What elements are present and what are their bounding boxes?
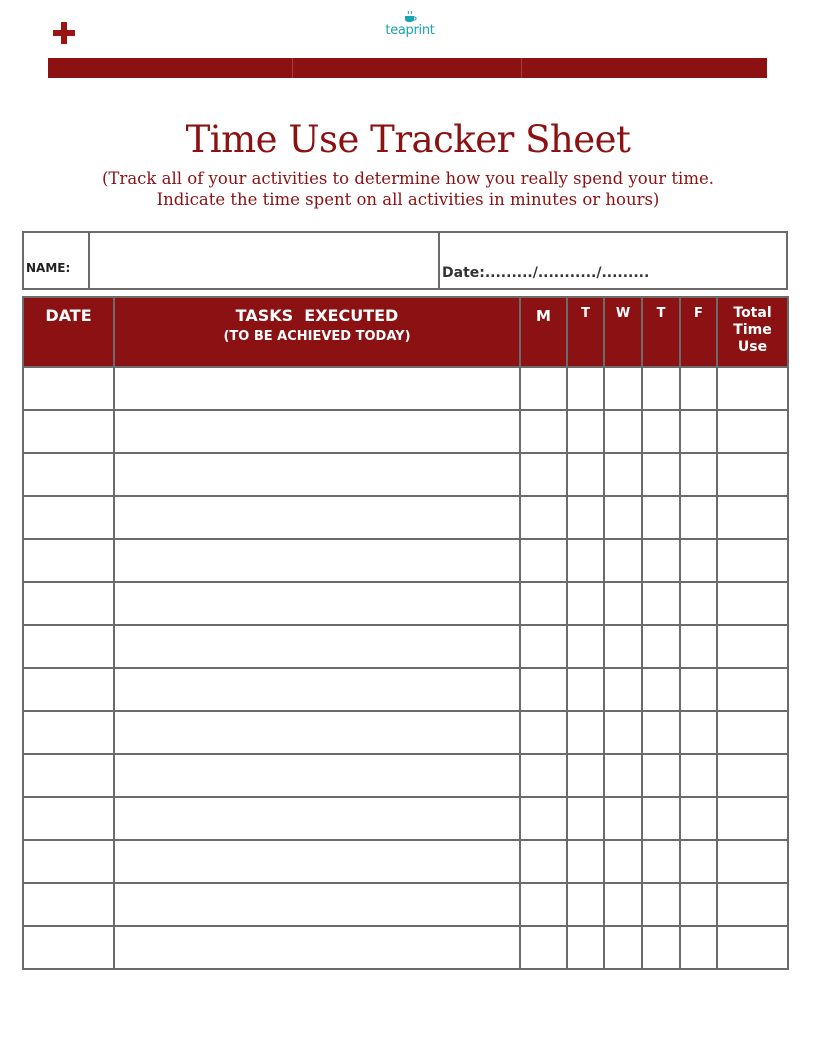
date-cell[interactable]: [23, 453, 114, 496]
task-cell[interactable]: [114, 883, 520, 926]
friday-cell[interactable]: [680, 582, 717, 625]
wednesday-cell[interactable]: [604, 539, 642, 582]
tuesday-cell[interactable]: [567, 625, 604, 668]
wednesday-cell[interactable]: [604, 410, 642, 453]
tuesday-cell[interactable]: [567, 367, 604, 410]
friday-cell[interactable]: [680, 754, 717, 797]
tuesday-cell[interactable]: [567, 797, 604, 840]
wednesday-cell[interactable]: [604, 926, 642, 969]
task-cell[interactable]: [114, 668, 520, 711]
table-row: [23, 582, 788, 625]
wednesday-cell[interactable]: [604, 367, 642, 410]
friday-cell[interactable]: [680, 410, 717, 453]
name-field[interactable]: [90, 233, 440, 288]
monday-cell[interactable]: [520, 926, 567, 969]
thursday-cell[interactable]: [642, 539, 680, 582]
friday-cell[interactable]: [680, 453, 717, 496]
tasks-header-subtitle: (TO BE ACHIEVED TODAY): [223, 329, 411, 344]
tuesday-cell[interactable]: [567, 754, 604, 797]
wednesday-cell[interactable]: [604, 582, 642, 625]
header-bar: [48, 58, 767, 78]
friday-cell[interactable]: [680, 840, 717, 883]
thursday-cell[interactable]: [642, 711, 680, 754]
date-cell[interactable]: [23, 367, 114, 410]
monday-cell[interactable]: [520, 797, 567, 840]
monday-cell[interactable]: [520, 754, 567, 797]
total-cell[interactable]: [717, 453, 788, 496]
table-row: [23, 367, 788, 410]
tuesday-cell[interactable]: [567, 539, 604, 582]
column-header-date: DATE: [23, 297, 114, 367]
tracker-body: [23, 367, 788, 969]
column-header-tasks: [114, 297, 520, 367]
thursday-cell[interactable]: [642, 625, 680, 668]
date-cell[interactable]: [23, 582, 114, 625]
total-cell[interactable]: [717, 840, 788, 883]
task-cell[interactable]: [114, 582, 520, 625]
table-row: [23, 754, 788, 797]
date-cell[interactable]: [23, 754, 114, 797]
column-header-monday: M: [520, 297, 567, 367]
friday-cell[interactable]: [680, 926, 717, 969]
date-cell[interactable]: [23, 883, 114, 926]
wednesday-cell[interactable]: [604, 754, 642, 797]
task-cell[interactable]: [114, 453, 520, 496]
date-cell[interactable]: [23, 840, 114, 883]
monday-cell[interactable]: [520, 883, 567, 926]
total-cell[interactable]: [717, 410, 788, 453]
total-cell[interactable]: [717, 582, 788, 625]
wednesday-cell[interactable]: [604, 453, 642, 496]
page-subtitle: [0, 168, 816, 210]
wednesday-cell[interactable]: [604, 711, 642, 754]
friday-cell[interactable]: [680, 668, 717, 711]
task-cell[interactable]: [114, 840, 520, 883]
total-cell[interactable]: [717, 711, 788, 754]
table-row: [23, 668, 788, 711]
total-cell[interactable]: [717, 926, 788, 969]
monday-cell[interactable]: [520, 711, 567, 754]
task-cell[interactable]: [114, 926, 520, 969]
monday-cell[interactable]: [520, 668, 567, 711]
subtitle-line-1: (Track all of your activities to determine how you really spend your time.: [101, 169, 714, 188]
total-cell[interactable]: [717, 625, 788, 668]
total-cell[interactable]: [717, 668, 788, 711]
table-row: [23, 410, 788, 453]
table-row: [23, 883, 788, 926]
tuesday-cell[interactable]: [567, 883, 604, 926]
thursday-cell[interactable]: [642, 453, 680, 496]
table-row: [23, 625, 788, 668]
monday-cell[interactable]: [520, 496, 567, 539]
task-cell[interactable]: [114, 496, 520, 539]
tuesday-cell[interactable]: [567, 582, 604, 625]
monday-cell[interactable]: [520, 582, 567, 625]
thursday-cell[interactable]: [642, 797, 680, 840]
column-header-total-time-use: [717, 297, 788, 367]
column-header-friday: F: [680, 297, 717, 367]
date-cell[interactable]: [23, 668, 114, 711]
teaprint-logo: [380, 10, 440, 38]
table-row: [23, 453, 788, 496]
tuesday-cell[interactable]: [567, 410, 604, 453]
friday-cell[interactable]: [680, 797, 717, 840]
tuesday-cell[interactable]: [567, 668, 604, 711]
name-label-cell: [24, 233, 90, 288]
column-header-tuesday: T: [567, 297, 604, 367]
table-row: [23, 496, 788, 539]
plus-icon: [53, 22, 75, 44]
date-cell[interactable]: [23, 926, 114, 969]
task-cell[interactable]: [114, 410, 520, 453]
task-cell[interactable]: [114, 367, 520, 410]
wednesday-cell[interactable]: [604, 668, 642, 711]
logo-text: teaprint: [385, 23, 435, 38]
tuesday-cell[interactable]: [567, 496, 604, 539]
total-header-line-3: Use: [737, 339, 768, 355]
tracker-table: [22, 296, 789, 970]
thursday-cell[interactable]: [642, 668, 680, 711]
wednesday-cell[interactable]: [604, 625, 642, 668]
header-row: [23, 297, 788, 367]
name-label: NAME:: [26, 261, 71, 275]
thursday-cell[interactable]: [642, 496, 680, 539]
total-cell[interactable]: [717, 496, 788, 539]
total-cell[interactable]: [717, 797, 788, 840]
monday-cell[interactable]: [520, 410, 567, 453]
wednesday-cell[interactable]: [604, 496, 642, 539]
thursday-cell[interactable]: [642, 367, 680, 410]
date-cell[interactable]: [23, 496, 114, 539]
monday-cell[interactable]: [520, 840, 567, 883]
task-cell[interactable]: [114, 625, 520, 668]
date-cell[interactable]: [23, 797, 114, 840]
monday-cell[interactable]: [520, 453, 567, 496]
total-cell[interactable]: [717, 883, 788, 926]
thursday-cell[interactable]: [642, 883, 680, 926]
name-date-box: [22, 231, 788, 290]
tuesday-cell[interactable]: [567, 840, 604, 883]
total-header-line-2: Time: [733, 322, 772, 338]
task-cell[interactable]: [114, 754, 520, 797]
column-header-wednesday: W: [604, 297, 642, 367]
thursday-cell[interactable]: [642, 926, 680, 969]
date-cell[interactable]: [23, 625, 114, 668]
tuesday-cell[interactable]: [567, 711, 604, 754]
teacup-icon: [403, 10, 417, 24]
total-cell[interactable]: [717, 539, 788, 582]
total-cell[interactable]: [717, 754, 788, 797]
monday-cell[interactable]: [520, 367, 567, 410]
thursday-cell[interactable]: [642, 754, 680, 797]
table-row: [23, 840, 788, 883]
page-title: Time Use Tracker Sheet: [185, 118, 631, 161]
task-cell[interactable]: [114, 711, 520, 754]
table-row: [23, 539, 788, 582]
date-cell[interactable]: [23, 410, 114, 453]
thursday-cell[interactable]: [642, 410, 680, 453]
friday-cell[interactable]: [680, 711, 717, 754]
friday-cell[interactable]: [680, 539, 717, 582]
table-row: [23, 926, 788, 969]
tuesday-cell[interactable]: [567, 453, 604, 496]
table-row: [23, 711, 788, 754]
friday-cell[interactable]: [680, 883, 717, 926]
date-label: Date:........./.........../.........: [442, 265, 650, 281]
column-header-thursday: T: [642, 297, 680, 367]
friday-cell[interactable]: [680, 625, 717, 668]
task-cell[interactable]: [114, 797, 520, 840]
thursday-cell[interactable]: [642, 840, 680, 883]
date-cell[interactable]: [23, 711, 114, 754]
total-header-line-1: Total: [733, 305, 772, 321]
tasks-header-title: TASKS EXECUTED: [235, 306, 399, 325]
tuesday-cell[interactable]: [567, 926, 604, 969]
wednesday-cell[interactable]: [604, 883, 642, 926]
monday-cell[interactable]: [520, 625, 567, 668]
wednesday-cell[interactable]: [604, 797, 642, 840]
table-row: [23, 797, 788, 840]
total-cell[interactable]: [717, 367, 788, 410]
wednesday-cell[interactable]: [604, 840, 642, 883]
friday-cell[interactable]: [680, 496, 717, 539]
date-cell[interactable]: [23, 539, 114, 582]
subtitle-line-2: Indicate the time spent on all activities in minutes or hours): [156, 190, 660, 209]
friday-cell[interactable]: [680, 367, 717, 410]
monday-cell[interactable]: [520, 539, 567, 582]
date-field[interactable]: [440, 233, 786, 288]
thursday-cell[interactable]: [642, 582, 680, 625]
task-cell[interactable]: [114, 539, 520, 582]
